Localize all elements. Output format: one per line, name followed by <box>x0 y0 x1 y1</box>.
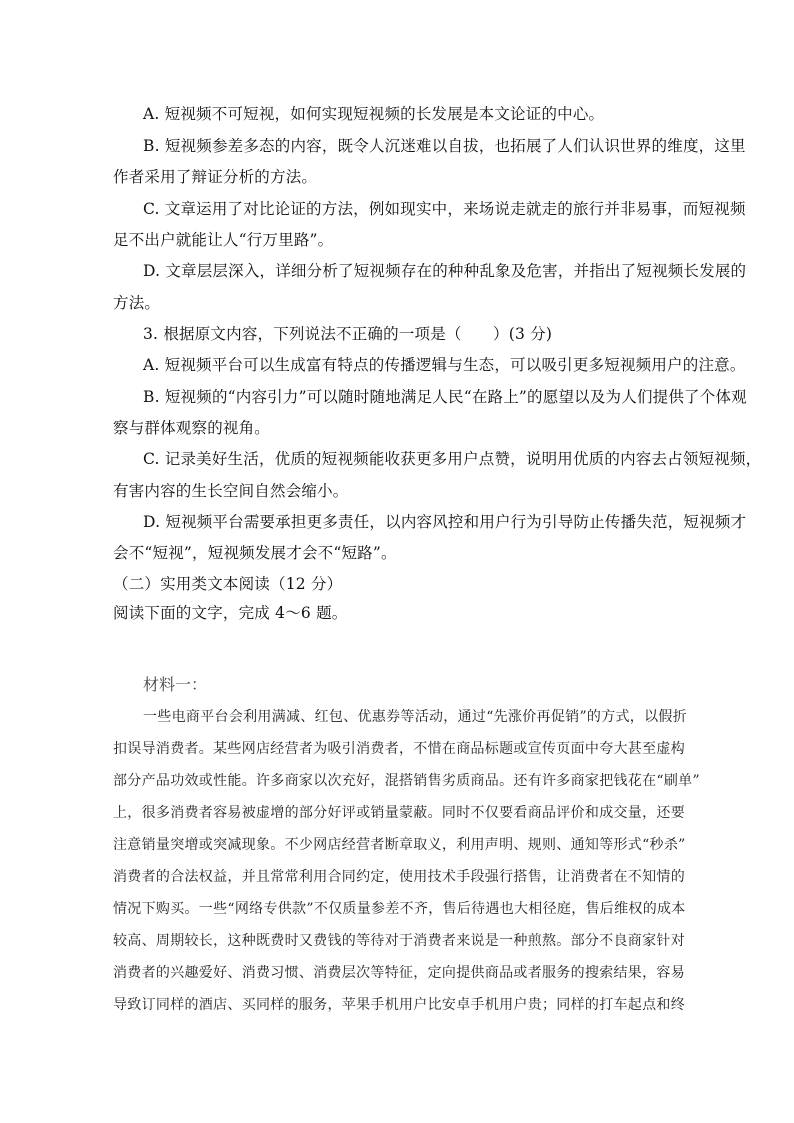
material-line: 上，很多消费者容易被虚增的部分好评或销量蒙蔽。同时不仅要看商品评价和成交量，还要 <box>113 805 685 821</box>
q3-option-c-line2: 有害内容的生长空间自然会缩小。 <box>113 482 349 500</box>
q2-option-d-line1: D. 文章层层深入，详细分析了短视频存在的种种乱象及危害，并指出了短视频长发展的 <box>143 262 747 280</box>
q2-option-b-line1: B. 短视频参差多态的内容，既令人沉迷难以自拔，也拓展了人们认识世界的维度，这里 <box>143 137 746 155</box>
material-line: 情况下购买。一些“网络专供款”不仅质量参差不齐，售后待遇也大相径庭，售后维权的成本 <box>113 901 686 917</box>
q3-option-b-line1: B. 短视频的“内容引力”可以随时随地满足人民“在路上”的愿望以及为人们提供了个体观 <box>143 388 747 406</box>
material-line: 较高、周期较长，这种既费时又费钱的等待对于消费者来说是一种煎熬。部分不良商家针对 <box>113 933 685 949</box>
material-line: 消费者的合法权益，并且常常利用合同约定，使用技术手段强行搭售，让消费者在不知情的 <box>113 869 685 885</box>
q2-option-b-line2: 作者采用了辩证分析的方法。 <box>113 168 318 186</box>
material-title: 材料一： <box>143 675 208 694</box>
q3-option-c-line1: C. 记录美好生活，优质的短视频能收获更多用户点赞，说明用优质的内容去占领短视频， <box>143 450 762 468</box>
material-line: 扣误导消费者。某些网店经营者为吸引消费者，不惜在商品标题或宣传页面中夸大甚至虚构 <box>113 741 685 757</box>
q2-option-c-line2: 足不出户就能让人“行万里路”。 <box>113 231 334 249</box>
section-instruction: 阅读下面的文字，完成 4～6 题。 <box>113 604 348 622</box>
q3-option-d-line1: D. 短视频平台需要承担更多责任，以内容风控和用户行为引导防止传播失范，短视频才 <box>143 513 747 531</box>
q3-option-b-line2: 察与群体观察的视角。 <box>113 419 271 437</box>
q2-option-c-line1: C. 文章运用了对比论证的方法，例如现实中，来场说走就走的旅行并非易事，而短视频 <box>143 200 746 218</box>
material-line: 导致订同样的酒店、买同样的服务，苹果手机用户比安卓手机用户贵；同样的打车起点和终 <box>113 997 685 1013</box>
q2-option-a: A. 短视频不可短视，如何实现短视频的长发展是本文论证的中心。 <box>143 105 605 123</box>
q3-option-d-line2: 会不“短视”，短视频发展才会不“短路”。 <box>113 544 397 562</box>
q3-option-a: A. 短视频平台可以生成富有特点的传播逻辑与生态，可以吸引更多短视频用户的注意。 <box>143 356 746 374</box>
q3-stem: 3. 根据原文内容，下列说法不正确的一项是（ ）(3 分) <box>143 325 553 343</box>
section-heading: （二）实用类文本阅读（12 分） <box>113 575 343 593</box>
material-line: 消费者的兴趣爱好、消费习惯、消费层次等特征，定向提供商品或者服务的搜索结果，容易 <box>113 965 685 981</box>
material-line: 注意销量突增或突减现象。不少网店经营者断章取义，利用声明、规则、通知等形式“秒杀” <box>113 837 686 853</box>
q2-option-d-line2: 方法。 <box>113 294 161 312</box>
material-line: 一些电商平台会利用满减、红包、优惠券等活动，通过“先涨价再促销”的方式，以假折 <box>143 709 688 725</box>
material-line: 部分产品功效或性能。许多商家以次充好，混搭销售劣质商品。还有许多商家把钱花在“刷单” <box>113 773 700 789</box>
